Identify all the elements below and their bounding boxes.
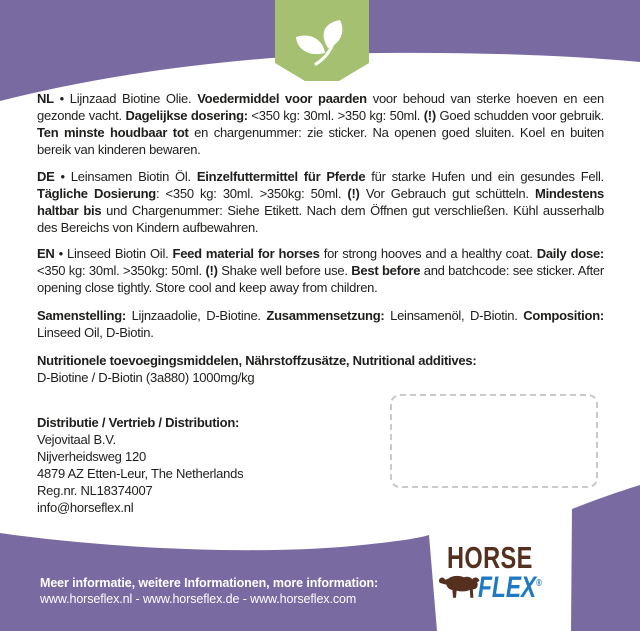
additives-value: D-Biotine / D-Biotin (3a880) 1000mg/kg [37, 370, 255, 385]
paragraph-nl: NL • Lijnzaad Biotine Olie. Voedermiddel voor paarden voor behoud van sterke hoeven en een gezonde vacht. Dagelijkse dosering: <350 kg: 30ml. >350 kg: 50ml. (!) Goed schudden voor gebruik. Ten minste houdbaar tot en chargenummer: zie sticker. Na openen goed sluiten. Koel en buiten bereik van kinderen bewaren. [37, 91, 604, 157]
footer-websites: www.horseflex.nl - www.horseflex.de - www.horseflex.com [40, 592, 357, 606]
horseflex-logo [436, 540, 576, 604]
paragraph-de: DE • Leinsamen Biotin Öl. Einzelfuttermittel für Pferde für starke Hufen und ein gesundes Fell. Tägliche Dosierung: <350 kg: 30ml. >350kg: 50ml. (!) Vor Gebrauch gut schütteln. Mindestens haltbar bis und Chargenummer: Siehe Etikett. Nach dem Öffnen gut verschließen. Kühl ausserhalb des Bereichs von Kindern aufbewahren. [37, 169, 605, 235]
distribution-company: Vejovitaal B.V. [37, 432, 116, 447]
paragraph-en: EN • Linseed Biotin Oil. Feed material for horses for strong hooves and a healthy coat. Daily dose: <350 kg: 30ml. >350kg: 50ml. (!) Shake well before use. Best before and batchcode: see sticker. After opening close tightly. Store cool and keep away from children. [37, 246, 604, 295]
additives-section [37, 352, 604, 386]
footer-info-label: Meer informatie, weitere Informationen, more information: [40, 576, 379, 590]
registered-mark: ® [536, 578, 542, 589]
logo-word-horse: HORSE [447, 540, 533, 575]
paragraph-composition: Samenstelling: Lijnzaadolie, D-Biotine. Zusammensetzung: Leinsamenöl, D-Biotin. Composition: Linseed Oil, D-Biotin. [37, 308, 604, 340]
distribution-regnr: Reg.nr. NL18374007 [37, 483, 153, 498]
logo-word-flex: FLEX [478, 571, 537, 604]
distribution-email: info@horseflex.nl [37, 500, 134, 515]
horse-icon [436, 572, 482, 602]
additives-heading: Nutritionele toevoegingsmiddelen, Nährstoffzusätze, Nutritional additives: [37, 353, 477, 368]
footer-info [40, 576, 378, 607]
distribution-city: 4879 AZ Etten-Leur, The Netherlands [37, 466, 244, 481]
distribution-heading: Distributie / Vertrieb / Distribution: [37, 415, 240, 430]
distribution-street: Nijverheidsweg 120 [37, 449, 146, 464]
batch-sticker-placeholder [390, 394, 598, 488]
